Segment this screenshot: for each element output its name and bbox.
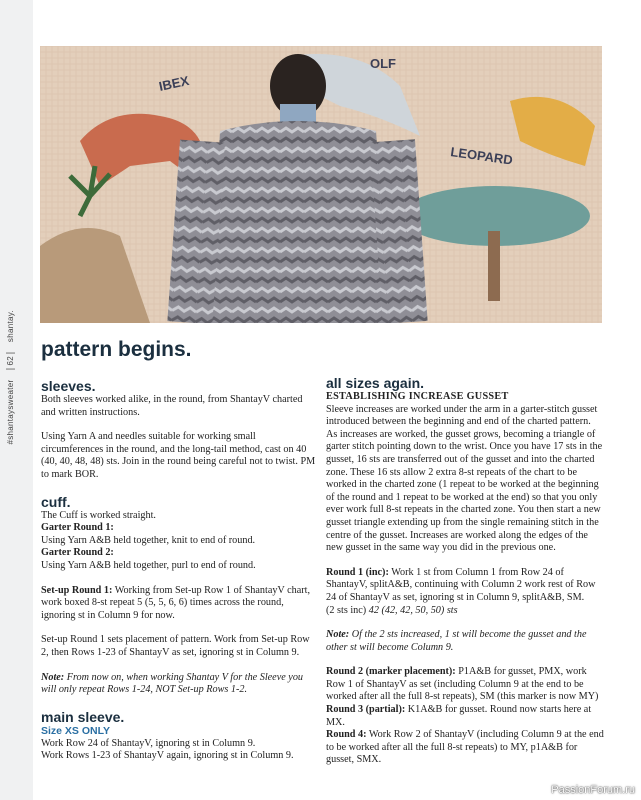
round-1-count <box>326 605 604 618</box>
sleeve-note-text: From now on, when working Shantay V for the Sleeve you will only repeat Rows 1-24, NOT Set-up Rows 1-2. <box>41 671 304 696</box>
round-1-label: Round 1 (inc): <box>326 566 389 578</box>
sleeves-intro: Both sleeves worked alike, in the round, from ShantayV charted and written instructions. <box>41 394 303 418</box>
main-sleeve-row24: Work Row 24 of ShantayV, ignoring st in Column 9. <box>41 737 256 749</box>
round-2 <box>326 666 604 704</box>
round-1-count-sts: 42 (42, 42, 50, 50) sts <box>368 604 458 616</box>
sleeve-note <box>41 672 316 697</box>
round-1-count-inc: (2 sts inc) <box>326 604 369 616</box>
round-1-text: Work 1 st from Column 1 from Row 24 of ShantayV, splitA&B, continuing with Column 2 work rest of Row 24 of ShantayV as set, ignoring st in Column 9, splitA&B, SM. <box>326 566 596 603</box>
left-column <box>41 378 316 763</box>
round-2-text: P1A&B for gusset, PMX, work Row 1 of ShantayV as set (including Column 9 at the end to be worked after all the full 8-st repeats), SM (this marker is now MY) <box>326 666 599 703</box>
cuff-intro: The Cuff is worked straight. <box>41 509 156 521</box>
setup-round-1-text: Working from Set-up Row 1 of ShantayV chart, work boxed 8-st repeat 5 (5, 5, 6, 6) times across the round, ignoring st in Column 9 for now. <box>41 584 311 621</box>
sleeves-heading: sleeves. <box>41 378 96 394</box>
gusset-note-label: Note: <box>326 629 350 641</box>
setup-round-1-label: Set-up Round 1: <box>41 584 113 596</box>
round-4 <box>326 729 604 767</box>
hero-photo <box>40 46 602 323</box>
round-2-label: Round 2 (marker placement): <box>326 666 456 678</box>
increase-gusset-subheading: ESTABLISHING INCREASE GUSSET <box>326 391 509 402</box>
main-sleeve-heading: main sleeve. <box>41 708 125 725</box>
setup-placement: Set-up Round 1 sets placement of pattern. Work from Set-up Row 2, then Rows 1-23 of ShantayV as set, ignoring st in Column 9. <box>41 634 310 658</box>
right-column <box>326 375 604 767</box>
sidebar-labels <box>6 310 15 445</box>
page-number: 62 <box>6 352 15 370</box>
gusset-note <box>326 629 604 654</box>
gusset-note-text: Of the 2 sts increased, 1 st will become the gusset and the other st will become Column 9. <box>326 629 587 653</box>
section-name: shantay. <box>6 310 15 343</box>
mosaic-photo-illustration <box>40 46 602 323</box>
setup-round-1 <box>41 585 316 623</box>
watermark: PassionForum.ru <box>551 784 635 796</box>
magazine-hashtag: #shantaysweater <box>6 379 15 445</box>
garter-round-1-label: Garter Round 1: <box>41 522 114 534</box>
size-label: Size XS ONLY <box>41 724 111 737</box>
round-3-text: K1A&B for gusset. Round now starts here at MX. <box>326 704 592 728</box>
round-3-label: Round 3 (partial): <box>326 704 406 716</box>
sweater <box>210 121 390 323</box>
mural-label-wolf: OLF <box>370 56 396 71</box>
round-4-label: Round 4: <box>326 729 367 741</box>
round-4-text: Work Row 2 of ShantayV (including Column 9 at the end to be worked after all the full 8-st repeats) to MY, p1A&B for gusset, SMX. <box>326 729 604 766</box>
sleeves-cast-on: Using Yarn A and needles suitable for working small circumferences in the round, and the long-tail method, cast on 40 (40, 40, 48, 48) sts. Join in the round being careful not to twist. PM to mark BOR. <box>41 431 316 480</box>
mural-label-leopard: LEOPARD <box>449 144 514 168</box>
page-title: pattern begins. <box>41 338 192 361</box>
garter-round-1-text: Using Yarn A&B held together, knit to end of round. <box>41 534 256 546</box>
round-1-inc <box>326 567 604 605</box>
page-sidebar <box>0 0 33 800</box>
sleeve-note-label: Note: <box>41 671 65 683</box>
mural-label-ibex: IBEX <box>157 72 191 94</box>
garter-round-2-label: Garter Round 2: <box>41 547 114 559</box>
gusset-explanation: Sleeve increases are worked under the arm in a garter-stitch gusset introduced between the beginning and end of the charted pattern. As increases are worked, the gusset grows, becoming a triangle of garter stitch pointing down to the wrist. Once you have 17 sts in the gusset, 16 sts are transferred out of the gusset and into the charted zone. These 16 sts allow 2 extra 8-st repeats of the chart to be worked in the charted zone (1 repeat to be worked at the beginning of the round and 1 repeat to be worked at the end) so that you only ever work full 8-st repeats in the charted zone. You then start a new gusset triangle extending up from the single remaining stitch in the centre of the gusset. Increases are worked along the edges of the new gusset in the same way you did in the previous one. <box>326 403 603 554</box>
all-sizes-heading: all sizes again. <box>326 375 425 391</box>
garter-round-2-text: Using Yarn A&B held together, purl to end of round. <box>41 559 256 571</box>
main-sleeve-rows1-23: Work Rows 1-23 of ShantayV again, ignoring st in Column 9. <box>41 750 294 762</box>
round-3 <box>326 704 604 729</box>
cuff-heading: cuff. <box>41 493 71 510</box>
